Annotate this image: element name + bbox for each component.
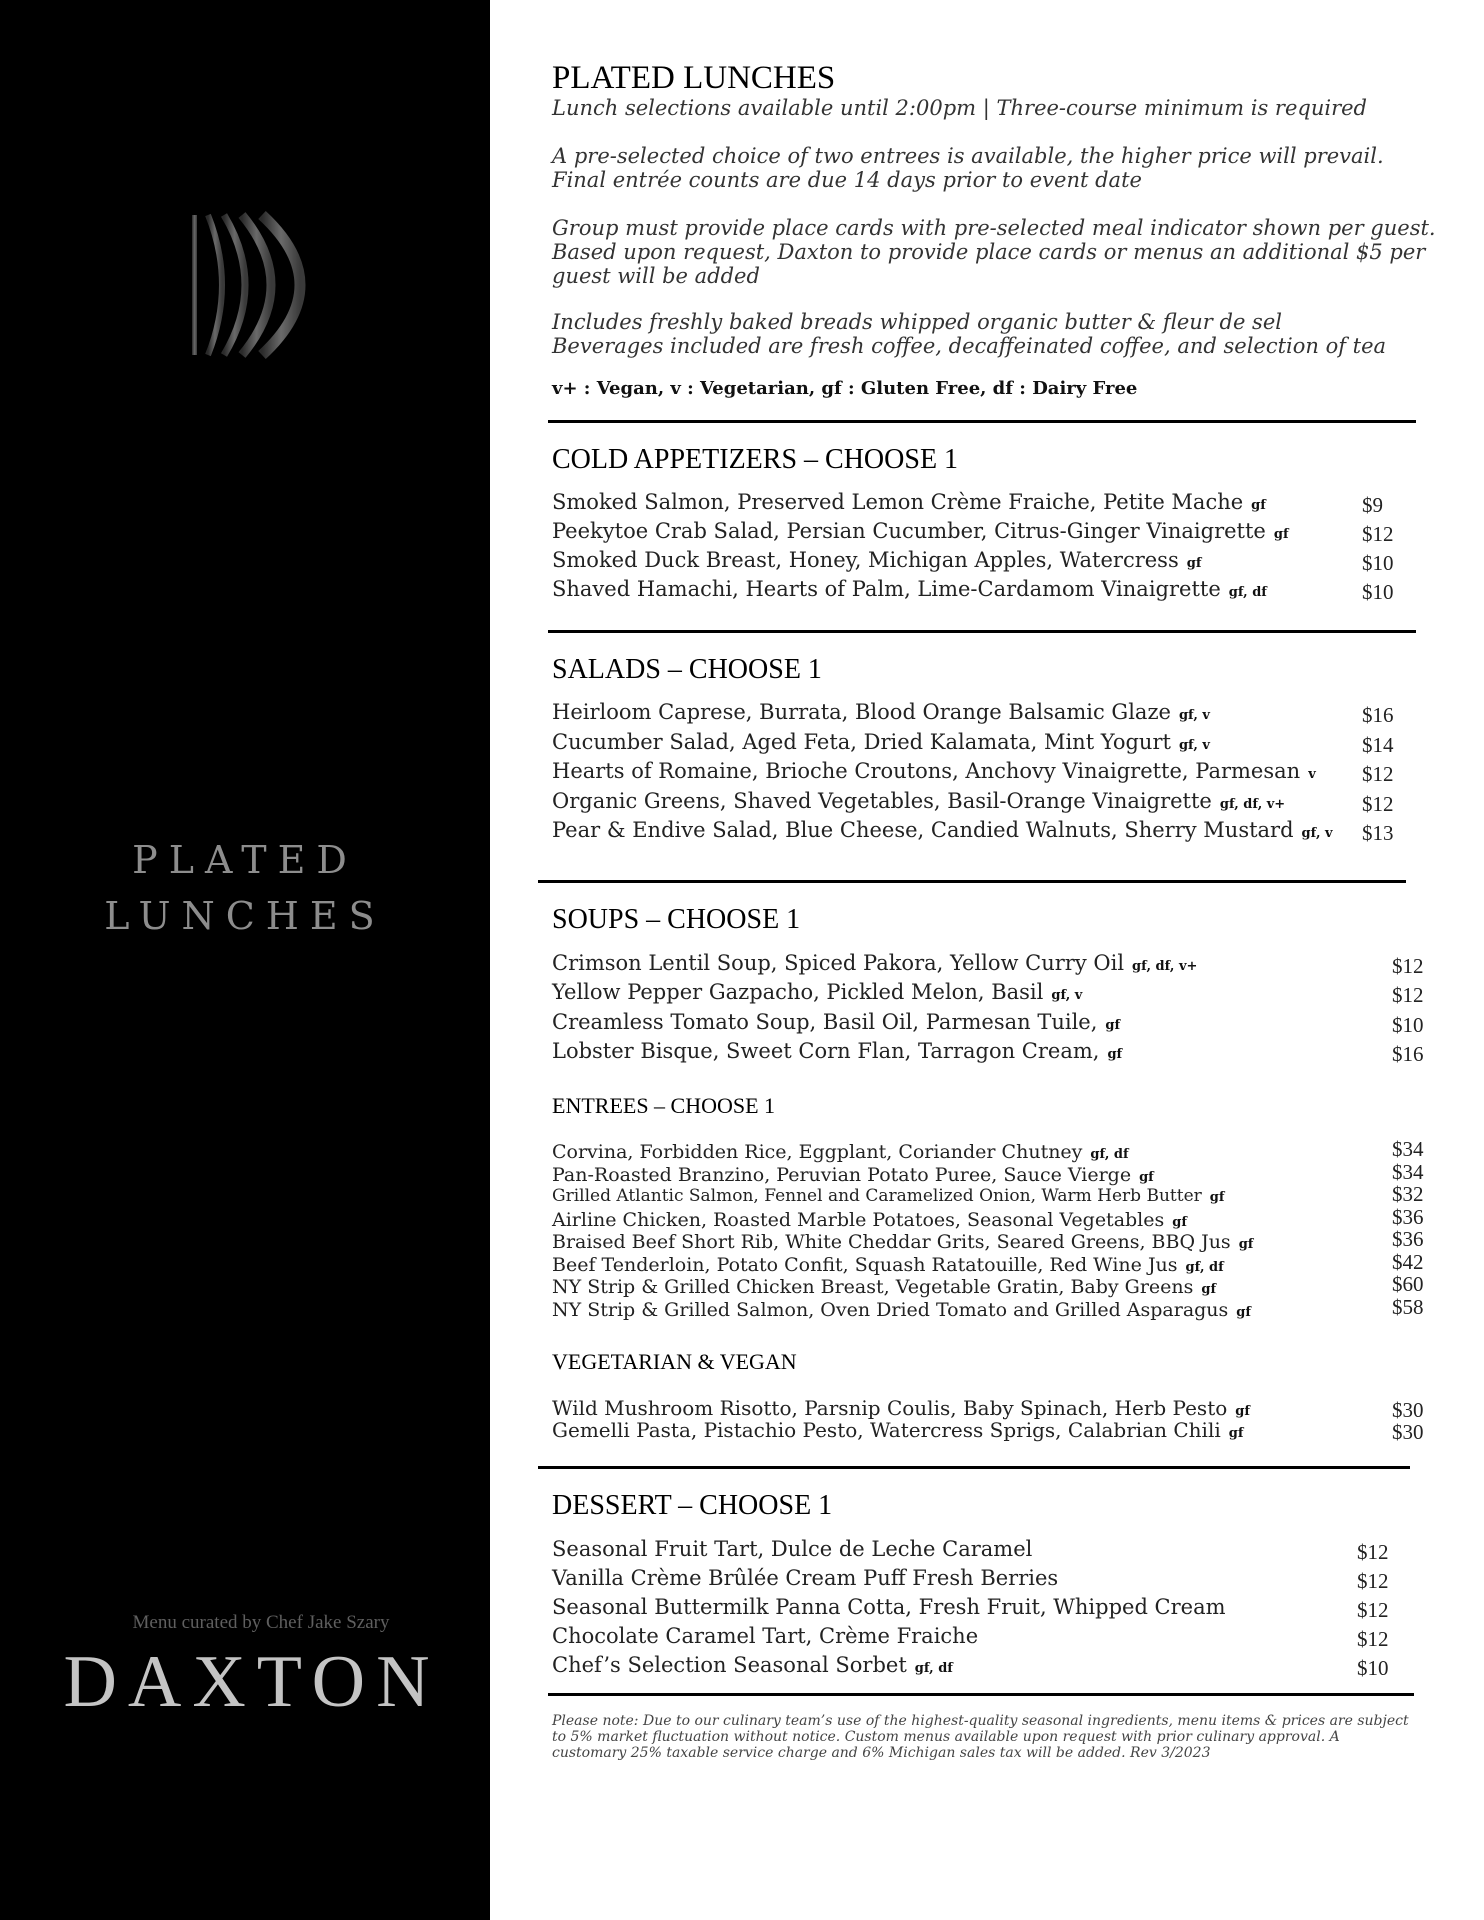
menu-item-price: $42 [1392,1249,1424,1274]
menu-item-price: $12 [1362,762,1394,786]
menu-item-price: $30 [1392,1420,1424,1444]
menu-item [552,1537,1032,1561]
intro-line: A pre-selected choice of two entrees is available, the higher price will prevail. [552,144,1384,168]
menu-item [552,1566,1058,1590]
dietary-tag: gf, df, v+ [1219,796,1286,812]
menu-item [552,1209,1187,1231]
dietary-tag: gf, v [1051,988,1083,1004]
intro-line: Based upon request, Daxton to provide place cards or menus an additional $5 per [552,240,1426,264]
menu-item-name: NY Strip & Grilled Salmon, Oven Dried Tomato and Grilled Asparagus [552,1298,1229,1321]
menu-item-price: $10 [1357,1656,1389,1680]
menu-item [552,759,1316,783]
brand-wordmark: DAXTON [63,1641,441,1723]
menu-item-name: Shaved Hamachi, Hearts of Palm, Lime-Cardamom Vinaigrette [552,577,1221,601]
intro-place-cards [552,216,1436,288]
divider [548,630,1416,633]
menu-item-price: $30 [1392,1398,1424,1422]
menu-item-price: $16 [1392,1041,1424,1066]
dietary-tag: gf [1251,498,1266,513]
menu-item-name: Heirloom Caprese, Burrata, Blood Orange Balsamic Glaze [552,700,1171,724]
menu-item-price: $10 [1392,1012,1424,1037]
intro-line: Group must provide place cards with pre-selected meal indicator shown per guest. [552,216,1436,240]
curated-by-text: Menu curated by Chef Jake Szary [132,1612,390,1633]
menu-item [552,490,1266,514]
menu-item [552,1299,1251,1321]
divider [538,880,1406,883]
dietary-tag: gf, v [1301,826,1333,841]
menu-item-name: Vanilla Crème Brûlée Cream Puff Fresh Berries [552,1566,1059,1590]
menu-item-name: Lobster Bisque, Sweet Corn Flan, Tarragon Cream, [552,1038,1100,1063]
menu-item-price: $9 [1362,493,1383,517]
menu-item-name: Peekytoe Crab Salad, Persian Cucumber, Citrus-Ginger Vinaigrette [552,519,1266,543]
intro-inclusions [552,310,1412,358]
dietary-tag: gf [1107,1046,1123,1062]
intro-entree-choice [552,144,1412,192]
dietary-tag: gf [1105,1017,1121,1033]
menu-item [552,1595,1226,1619]
menu-item [552,1418,1243,1442]
menu-item-name: Chocolate Caramel Tart, Crème Fraiche [552,1624,979,1648]
dietary-tag: gf [1236,1304,1251,1320]
dietary-tag: gf [1139,1169,1154,1185]
dietary-tag: v [1308,767,1316,782]
dietary-tag: gf, v [1178,737,1210,753]
menu-item [552,577,1267,601]
menu-item [552,789,1285,813]
menu-item-name: Yellow Pepper Gazpacho, Pickled Melon, Basil [552,980,1044,1005]
menu-item [552,1254,1224,1276]
menu-item-name: Hearts of Romaine, Brioche Croutons, Anchovy Vinaigrette, Parmesan [552,759,1301,783]
sidebar-title-line2: LUNCHES [104,894,386,938]
menu-item-price: $58 [1392,1294,1424,1319]
section-title-cold-appetizers: COLD APPETIZERS – CHOOSE 1 [552,444,959,475]
menu-item-name: Grilled Atlantic Salmon, Fennel and Caramelized Onion, Warm Herb Butter [552,1186,1202,1206]
menu-item [552,730,1210,754]
menu-item-name: Chef’s Selection Seasonal Sorbet [552,1653,907,1677]
menu-item [552,1186,1224,1206]
menu-item-name: Smoked Salmon, Preserved Lemon Crème Fraiche, Petite Mache [552,490,1244,514]
dietary-tag: gf [1273,527,1289,542]
menu-item [552,519,1289,543]
intro-line: guest will be added [552,264,760,288]
page-title: PLATED LUNCHES [552,60,836,96]
dietary-tag: gf, df [914,1661,953,1676]
sidebar [0,0,490,1920]
dietary-tag: gf [1238,1237,1254,1252]
section-title-salads: SALADS – CHOOSE 1 [552,654,822,685]
intro-line: Beverages included are fresh coffee, decaffeinated coffee, and selection of tea [552,334,1387,358]
menu-item-price: $12 [1357,1627,1389,1651]
menu-item [552,951,1197,975]
footnote-line: to 5% market fluctuation without notice. Custom menus available upon request with prior culinary approval. A [552,1729,1340,1745]
intro-line: Final entrée counts are due 14 days prior to event date [552,168,1142,192]
dietary-tag: gf [1172,1214,1187,1230]
divider [538,1466,1410,1469]
dietary-tag: gf, df [1185,1259,1224,1275]
dietary-tag: gf, df [1228,585,1267,600]
sidebar-title-line1: PLATED [132,838,358,882]
menu-item [552,1231,1253,1253]
menu-item-name: Seasonal Buttermilk Panna Cotta, Fresh Fruit, Whipped Cream [552,1595,1226,1619]
menu-item-name: Cucumber Salad, Aged Feta, Dried Kalamata, Mint Yogurt [552,729,1171,754]
menu-item-price: $12 [1362,522,1394,546]
menu-item-price: $36 [1392,1204,1424,1229]
menu-item-name: Pan-Roasted Branzino, Peruvian Potato Puree, Sauce Vierge [552,1163,1132,1186]
menu-item-price: $10 [1362,551,1394,575]
menu-item-price: $34 [1392,1137,1424,1161]
menu-item [552,818,1333,842]
menu-item-price: $34 [1392,1159,1424,1184]
menu-item-name: NY Strip & Grilled Chicken Breast, Vegetable Gratin, Baby Greens [552,1276,1194,1298]
menu-item [552,1396,1250,1420]
daxton-logo-icon [188,210,328,360]
menu-item-price: $12 [1357,1598,1389,1622]
menu-item-price: $32 [1392,1182,1424,1206]
dietary-tag: gf, v [1178,708,1210,723]
menu-item [552,1624,978,1648]
footnote [552,1713,1412,1761]
footnote-line: Please note: Due to our culinary team’s use of the highest-quality seasonal ingredients, menu items & prices are subject [552,1713,1409,1729]
menu-item [552,1141,1129,1163]
menu-item-price: $16 [1362,703,1394,727]
dietary-tag: gf [1209,1190,1225,1205]
menu-item-name: Crimson Lentil Soup, Spiced Pakora, Yellow Curry Oil [552,951,1125,975]
menu-item-price: $10 [1362,580,1394,604]
menu-item-name: Organic Greens, Shaved Vegetables, Basil-Orange Vinaigrette [552,788,1212,813]
dietary-tag: gf [1201,1282,1217,1297]
dietary-tag: gf, df [1090,1147,1129,1162]
sidebar-title [0,832,490,944]
menu-item-name: Beef Tenderloin, Potato Confit, Squash Ratatouille, Red Wine Jus [552,1253,1178,1276]
menu-item [552,1039,1122,1063]
menu-item-price: $14 [1362,732,1394,757]
menu-item-price: $12 [1362,791,1394,816]
section-title-dessert: DESSERT – CHOOSE 1 [552,1490,833,1521]
menu-item-name: Smoked Duck Breast, Honey, Michigan Apples, Watercress [552,548,1179,572]
menu-item-name: Gemelli Pasta, Pistachio Pesto, Watercress Sprigs, Calabrian Chili [552,1418,1221,1442]
dietary-tag: gf [1228,1426,1244,1441]
menu-item [552,700,1210,724]
menu-item-name: Airline Chicken, Roasted Marble Potatoes, Seasonal Vegetables [552,1208,1165,1231]
dietary-tag: gf, df, v+ [1132,959,1198,974]
dietary-tag: gf [1235,1404,1250,1419]
menu-item [552,980,1082,1004]
section-title-vegetarian-vegan: VEGETARIAN & VEGAN [552,1349,797,1374]
menu-item [552,548,1201,572]
menu-item-price: $12 [1392,983,1424,1008]
intro-line: Lunch selections available until 2:00pm | Three-course minimum is required [552,96,1367,120]
menu-item-price: $12 [1357,1569,1389,1593]
menu-item-price: $12 [1392,954,1424,978]
menu-item-price: $13 [1362,821,1394,845]
menu-item-name: Braised Beef Short Rib, White Cheddar Grits, Seared Greens, BBQ Jus [552,1231,1231,1253]
menu-item [552,1276,1216,1298]
divider [548,420,1416,423]
menu-content [552,0,1436,1920]
intro-availability [552,96,1412,120]
intro-line: Includes freshly baked breads whipped organic butter & fleur de sel [552,310,1282,334]
menu-item-name: Corvina, Forbidden Rice, Eggplant, Coriander Chutney [552,1141,1083,1163]
menu-item-price: $36 [1392,1227,1424,1251]
section-title-entrees: ENTREES – CHOOSE 1 [552,1093,776,1118]
dietary-legend: v+ : Vegan, v : Vegetarian, gf : Gluten Free, df : Dairy Free [552,378,1138,399]
menu-item-name: Wild Mushroom Risotto, Parsnip Coulis, Baby Spinach, Herb Pesto [552,1396,1228,1420]
menu-item-name: Pear & Endive Salad, Blue Cheese, Candied Walnuts, Sherry Mustard [552,818,1294,842]
menu-item [552,1653,953,1677]
menu-item [552,1164,1154,1186]
dietary-tag: gf [1186,556,1202,571]
footnote-line: customary 25% taxable service charge and 6% Michigan sales tax will be added. Rev 3/2023 [552,1745,1211,1761]
section-title-soups: SOUPS – CHOOSE 1 [552,904,801,935]
menu-item-name: Creamless Tomato Soup, Basil Oil, Parmesan Tuile, [552,1009,1098,1034]
menu-item-price: $12 [1357,1540,1389,1564]
menu-item-price: $60 [1392,1272,1424,1296]
divider [548,1693,1414,1696]
menu-item [552,1010,1120,1034]
menu-item-name: Seasonal Fruit Tart, Dulce de Leche Caramel [552,1537,1033,1561]
